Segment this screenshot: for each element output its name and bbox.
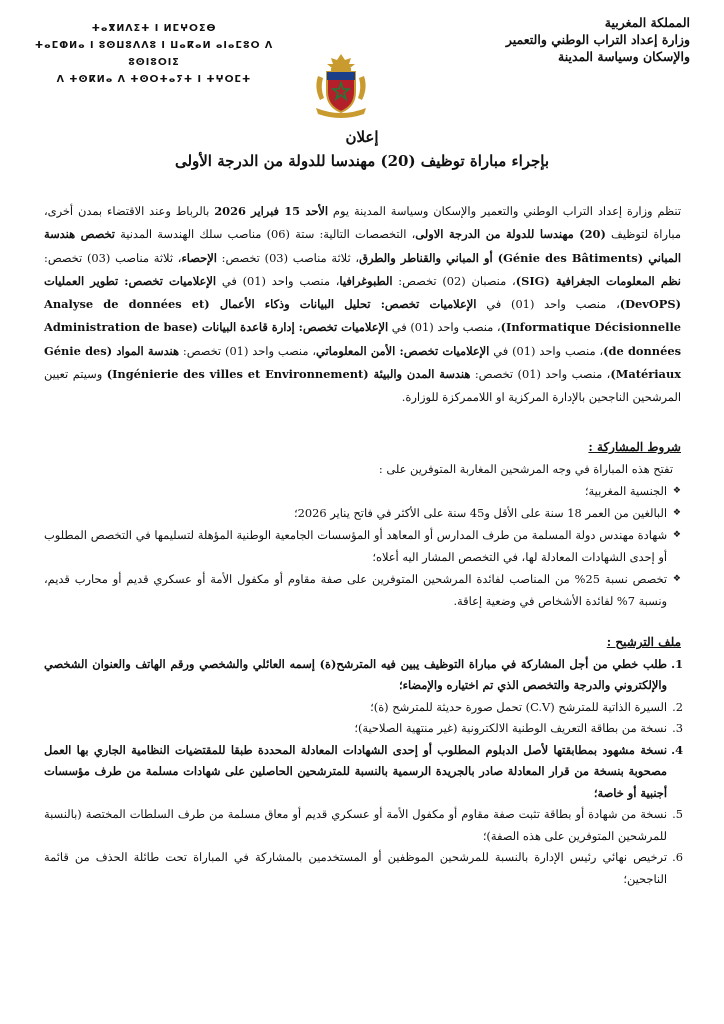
item-number: 2.	[672, 699, 683, 714]
list-item	[44, 847, 681, 890]
intro-paragraph	[44, 200, 681, 410]
item-number: 6.	[672, 850, 683, 864]
specialty-statistics: الإحصاء	[181, 250, 217, 265]
condition-text: البالغين من العمر 18 سنة على الأقل و45 سنة على الأكثر في فاتح يناير 2026؛	[294, 506, 667, 520]
dossier-item-text: ترخيص نهائي رئيس الإدارة بالنسبة للمرشحين الموظفين أو المستخدمين بالمشاركة في المباراة تحت طائلة الحذف من قائمة الناجحين؛	[44, 850, 667, 886]
kingdom-name: المملكة المغربية	[604, 15, 690, 30]
intro-text-10: ، منصب واحد (01) في	[489, 343, 604, 358]
specialty-buildings: تخصص هندسة المباني (Génie des Bâtiments) أو المباني والقناطر والطرق	[44, 227, 682, 265]
list-item	[44, 718, 681, 740]
item-number: 5.	[672, 807, 683, 821]
announcement-subtitle: بإجراء مباراة توظيف (20) مهندسا للدولة من الدرجة الأولى	[174, 152, 550, 170]
intro-text-11: ، منصب واحد (01) تخصص:	[179, 343, 317, 358]
list-item	[44, 502, 681, 524]
dossier-heading: ملف الترشيح :	[606, 635, 681, 649]
list-item	[44, 697, 681, 719]
tifinagh-line3: ⴷ ⵜⵙⴽⵍⴰ ⴷ ⵜⵙⵔⵜⴰⵢⵜ ⵏ ⵜⵖⵔⵎⵜ	[56, 74, 252, 85]
condition-text: تخصص نسبة 25% من المناصب لفائدة المرشحين المتوفرين على صفة مقاوم أو مكفول الأمة أو عسكري قديم أو محارب قديم، ونسبة 7% لفائدة الأشخاص في وضعية إعاقة.	[44, 572, 667, 608]
post-count: (20) مهندسا للدولة من الدرجة الاولى	[415, 227, 606, 242]
dossier-list	[44, 654, 681, 891]
intro-text-5: ، ثلاثة مناصب (03) تخصص:	[44, 250, 182, 265]
intro-text-3: ، التخصصات التالية: ستة (06) مناصب سلك الهندسة المدنية	[114, 227, 416, 242]
dossier-item-text: نسخة من بطاقة التعريف الوطنية الالكترونية (غير منتهية الصلاحية)؛	[354, 721, 667, 735]
specialty-data-analysis: الإعلاميات تخصص: تحليل البيانات وذكاء الأعمال (Analyse de données et Informatique Décisionnelle)	[44, 297, 682, 335]
list-item	[44, 480, 681, 502]
specialty-security: الإعلاميات تخصص: الأمن المعلوماتي	[316, 343, 490, 358]
ministry-header-arabic	[460, 14, 690, 65]
specialty-topography: الطبوغرافيا	[339, 273, 393, 288]
dossier-item-text: طلب خطي من أجل المشاركة في مباراة التوظيف يبين فيه المترشح(ة) إسمه العائلي والشخصي ورقم الهاتف والعنوان الشخصي والإلكتروني والدرجة والتخصص الذي تم اختياره والإمضاء؛	[44, 656, 667, 692]
dossier-item-text: نسخة مشهود بمطابقتها لأصل الدبلوم المطلوب أو إحدى الشهادات المعادلة المحددة طبقا للمقتضيات النظامية الجاري بها العمل مصحوبة بنسخة من قرار المعادلة صادر بالجريدة الرسمية بالنسبة للمترشحين الحاصلين على شهادات مسلمة من طرف مؤسسات أجنبية أو خاصة؛	[44, 742, 667, 800]
specialty-materials: هندسة المواد (Génie des Matériaux)	[44, 343, 682, 382]
condition-text: الجنسية المغربية؛	[584, 484, 667, 498]
diamond-bullet-icon: ❖	[672, 574, 681, 584]
intro-text-7: ، منصب واحد (01) في	[216, 273, 340, 288]
conditions-section	[44, 436, 681, 612]
item-number: 1.	[671, 656, 683, 671]
announcement-title: إعلان	[345, 128, 379, 146]
specialty-devops: الإعلاميات تخصص: تطوير العمليات (DevOPS)	[44, 273, 681, 312]
dossier-item-text: السيرة الذاتية للمترشح (C.V) تحمل صورة حديثة للمترشح (ة)؛	[370, 699, 667, 714]
intro-text-9: ، منصب واحد (01) في	[388, 320, 501, 335]
exam-date: الأحد 15 فبراير 2026	[214, 204, 329, 218]
list-item	[44, 568, 681, 612]
specialty-urban-env: هندسة المدن والبيئة (Ingénierie des villes et Environnement)	[106, 367, 471, 382]
dossier-item-text: نسخة من شهادة أو بطاقة تثبت صفة مقاوم أو مكفول الأمة أو عسكري قديم أو معاق مسلمة من طرف السلطات المختصة (بالنسبة للمرشحين المتوفرين على هذه الصفة)؛	[44, 807, 667, 843]
ministry-name-line2: والإسكان وسياسة المدينة	[558, 49, 690, 64]
specialty-database-admin: الإعلاميات تخصص: إدارة قاعدة البيانات (Administration de base de données)	[44, 320, 681, 358]
intro-text-6: ، منصبان (02) تخصص:	[392, 273, 516, 288]
intro-text-4: ، ثلاثة مناصب (03) تخصص:	[216, 250, 360, 265]
list-item	[44, 524, 681, 568]
intro-text-12: ، منصب واحد (01) تخصص:	[470, 367, 611, 382]
intro-text-13: وسيتم تعيين المرشحين الناجحين بالإدارة المركزية او اللاممركزة للوزارة.	[44, 367, 681, 405]
diamond-bullet-icon: ❖	[672, 486, 681, 496]
list-item	[44, 740, 681, 805]
intro-text-8: ، منصب واحد (01) في	[476, 297, 620, 312]
coat-of-arms-icon	[310, 52, 372, 118]
tifinagh-line1: ⵜⴰⴳⵍⴷⵉⵜ ⵏ ⵍⵎⵖⵔⵉⴱ	[91, 23, 217, 34]
tifinagh-line2: ⵜⴰⵎⵀⵍⴰ ⵏ ⵓⵙⵡⵓⴷⴷⵓ ⵏ ⵡⴰⴽⴰⵍ ⴰⵏⴰⵎⵓⵔ ⴷ ⵓⵙⵏⵓⵔⵏⵉ	[34, 40, 274, 68]
ministry-header-tifinagh	[34, 20, 274, 88]
intro-text-1: تنظم وزارة إعداد التراب الوطني والتعمير والإسكان وسياسة المدينة يوم	[328, 204, 681, 218]
diamond-bullet-icon: ❖	[672, 530, 681, 540]
specialty-gis: نظم المعلومات الجغرافية (SIG)	[515, 273, 681, 288]
intro-text-2: بالرباط وعند الاقتضاء بمدن أخرى، مباراة لتوظيف	[44, 204, 681, 242]
conditions-heading: شروط المشاركة :	[588, 440, 681, 454]
condition-text: شهادة مهندس دولة المسلمة من طرف المدارس أو المعاهد أو المؤسسات الجامعية الوطنية المؤهلة لتسليمها في التخصص المطلوب أو إحدى الشهادات المعادلة لها، في التخصص المشار اليه أعلاه؛	[44, 528, 667, 564]
list-item	[44, 804, 681, 847]
dossier-section	[44, 632, 681, 890]
conditions-lead: تفتح هذه المباراة في وجه المرشحين المغاربة المتوفرين على :	[378, 462, 673, 476]
item-number: 3.	[672, 721, 683, 735]
list-item	[44, 654, 681, 697]
ministry-name-line1: وزارة إعداد التراب الوطني والتعمير	[505, 32, 690, 47]
conditions-list	[44, 480, 681, 612]
diamond-bullet-icon: ❖	[672, 508, 681, 518]
item-number: 4.	[671, 742, 683, 757]
